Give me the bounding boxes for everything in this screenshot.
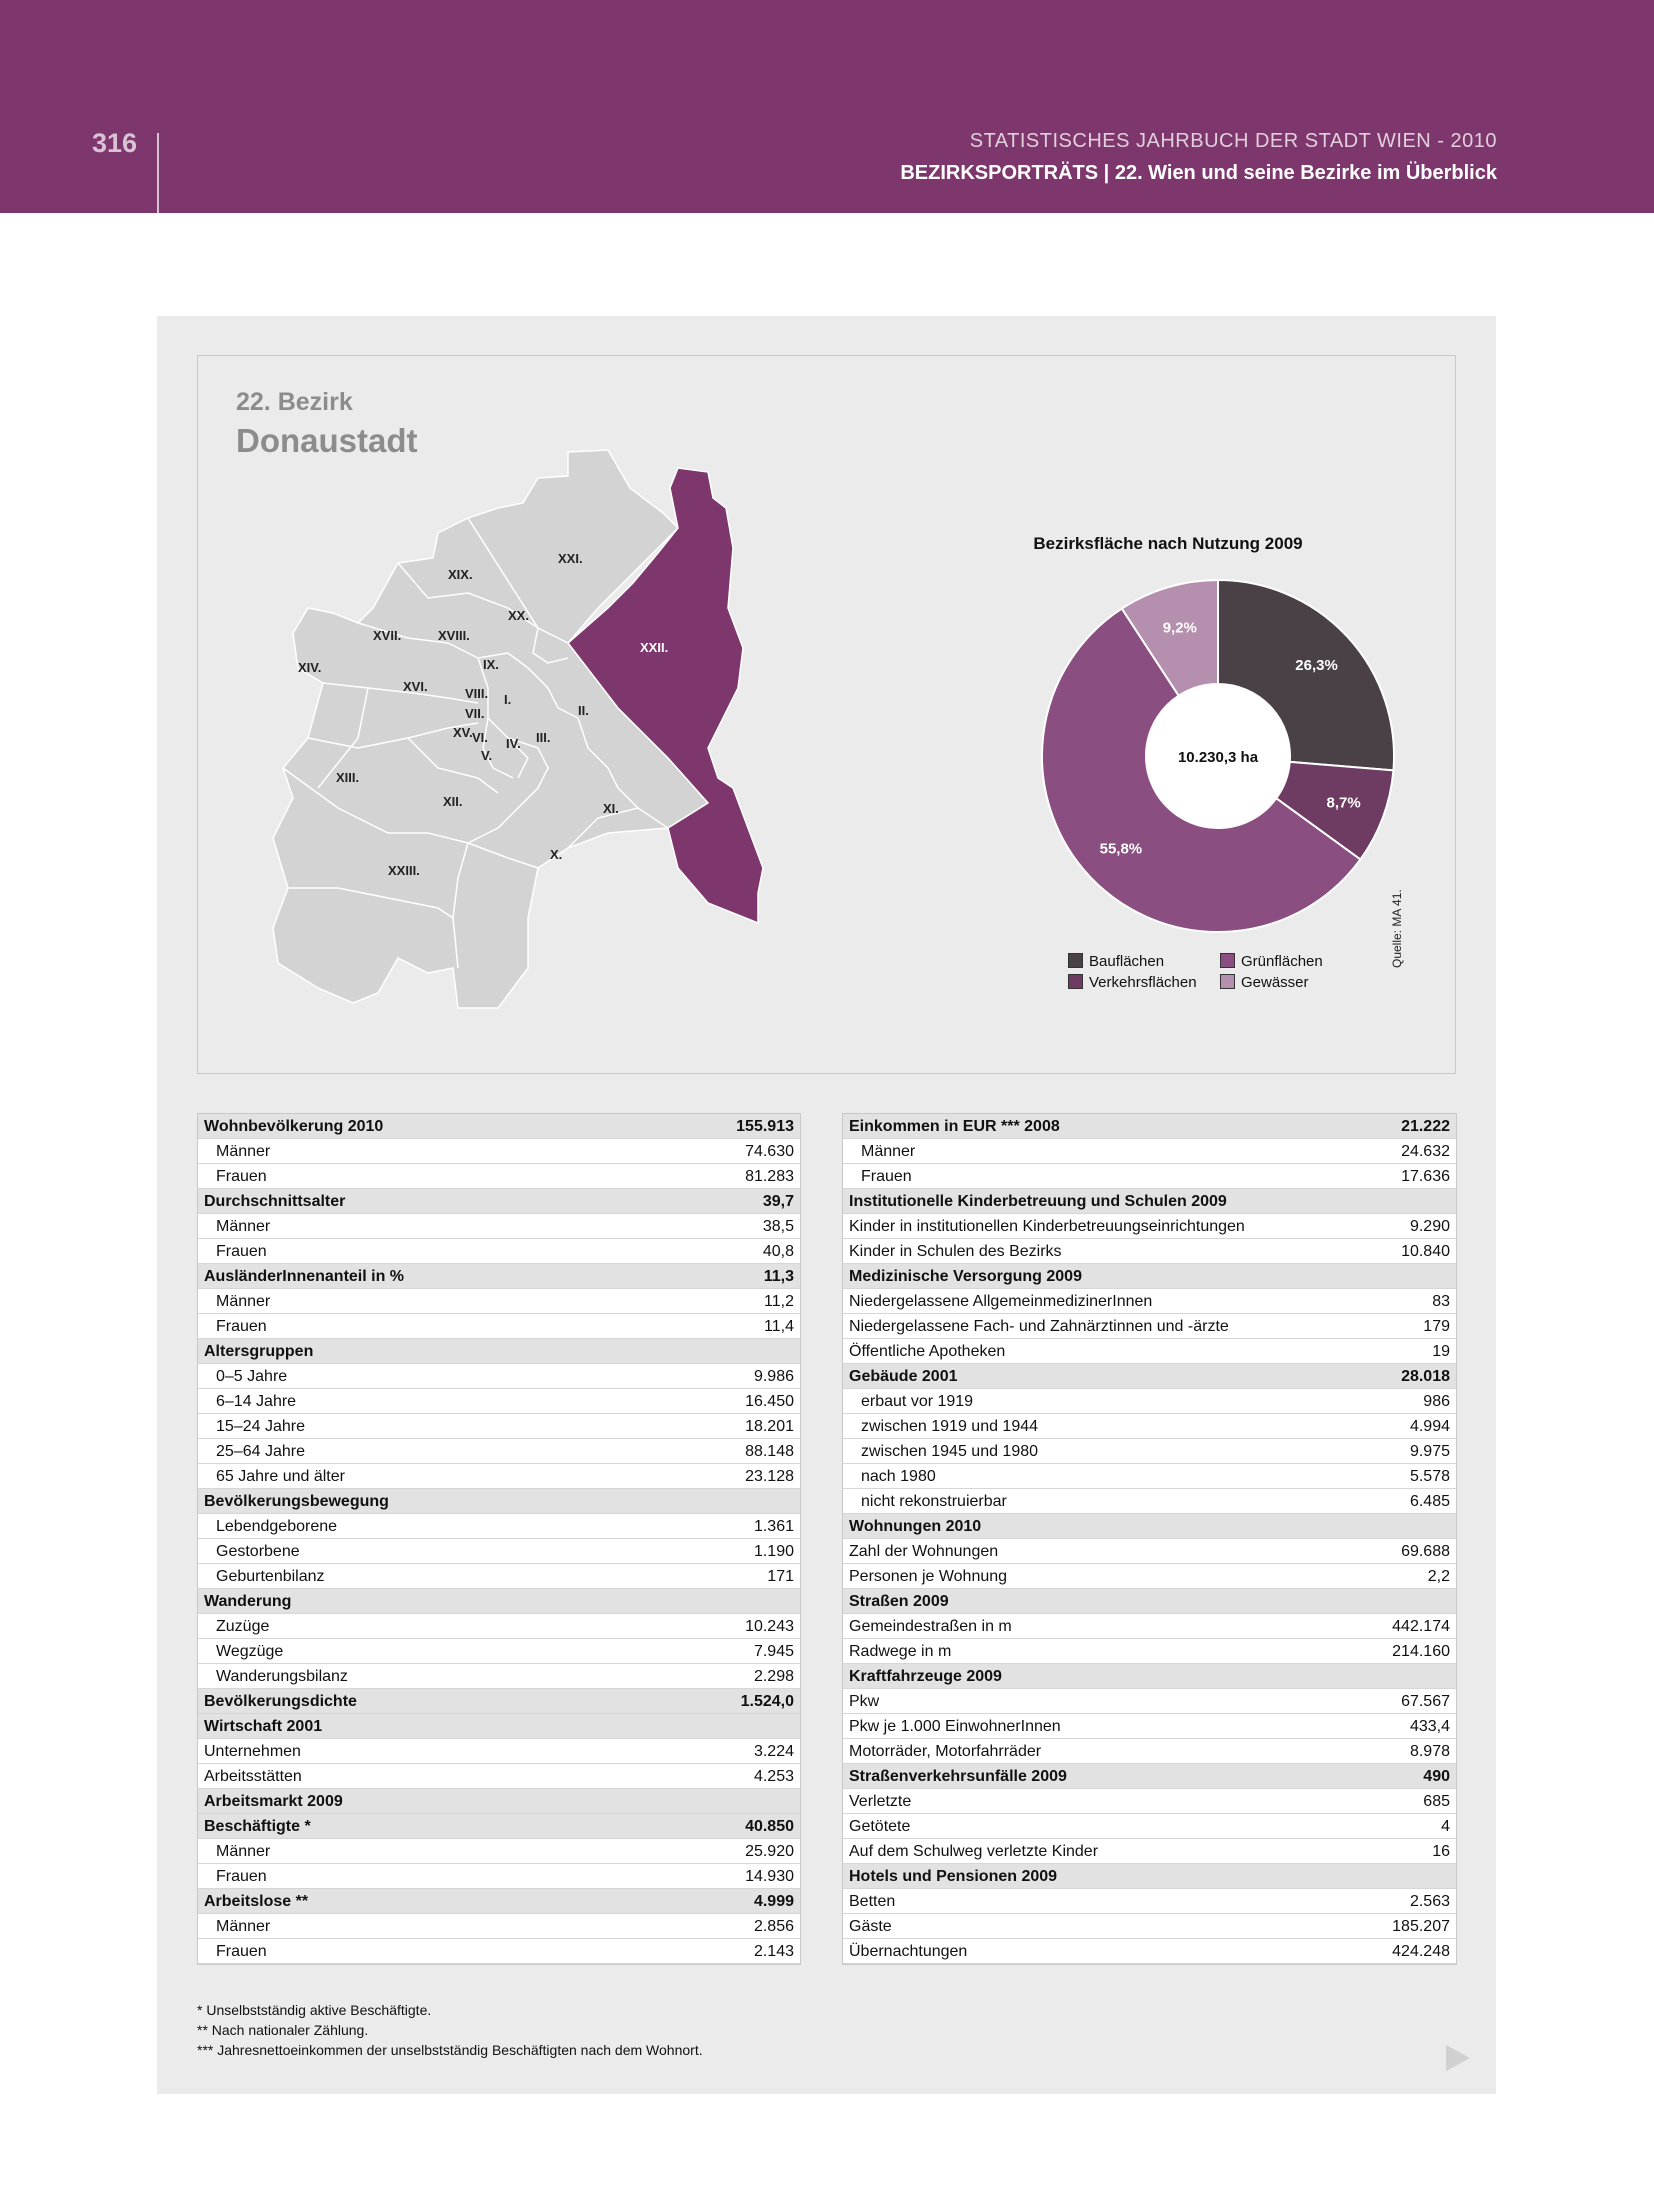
row-value: 11,2: [764, 1293, 794, 1310]
table-row: [198, 1264, 800, 1289]
row-value: 185.207: [1392, 1918, 1450, 1935]
table-row: [843, 1764, 1456, 1789]
row-label: Männer: [216, 1293, 271, 1310]
map-label-xv: XV.: [453, 725, 473, 740]
vienna-district-map: [238, 448, 898, 1028]
row-label: Straßenverkehrsunfälle 2009: [849, 1768, 1067, 1785]
table-row: [843, 1664, 1456, 1689]
row-label: Männer: [861, 1143, 916, 1160]
row-label: Medizinische Versorgung 2009: [849, 1268, 1082, 1285]
next-page-arrow-icon[interactable]: [1446, 2045, 1470, 2071]
row-label: Öffentliche Apotheken: [849, 1343, 1006, 1360]
table-row: [198, 1789, 800, 1814]
map-label-xiii: XIII.: [336, 770, 360, 785]
row-label: Betten: [849, 1893, 896, 1910]
row-label: Lebendgeborene: [216, 1518, 338, 1535]
row-value: 2.856: [753, 1918, 794, 1935]
row-label: Kinder in Schulen des Bezirks: [849, 1243, 1062, 1260]
row-value: 490: [1423, 1768, 1450, 1785]
district-panel: [157, 316, 1496, 2094]
row-label: Zahl der Wohnungen: [849, 1543, 999, 1560]
row-label: Bevölkerungsdichte: [204, 1693, 357, 1710]
row-value: 7.945: [753, 1643, 794, 1660]
footnote-1: * Unselbstständig aktive Beschäftigte.: [197, 2002, 432, 2018]
map-label-xvi: XVI.: [403, 679, 428, 694]
donut-center-label: 10.230,3 ha: [1177, 749, 1259, 766]
row-label: Motorräder, Motorfahrräder: [849, 1743, 1042, 1760]
table-row: [843, 1414, 1456, 1439]
row-label: 25–64 Jahre: [216, 1443, 305, 1460]
table-row: [198, 1764, 800, 1789]
district-name: Donaustadt: [236, 422, 418, 459]
table-row: [843, 1689, 1456, 1714]
row-value: 1.361: [753, 1518, 794, 1535]
table-row: [198, 1314, 800, 1339]
row-value: 4.999: [753, 1893, 794, 1910]
map-label-xix: XIX.: [448, 567, 473, 582]
row-value: 4.253: [753, 1768, 794, 1785]
yearbook-title: STATISTISCHES JAHRBUCH DER STADT WIEN - 2010: [969, 130, 1497, 152]
table-row: [843, 1589, 1456, 1614]
row-label: Hotels und Pensionen 2009: [849, 1868, 1058, 1885]
table-row: [198, 1739, 800, 1764]
row-label: Arbeitsmarkt 2009: [204, 1793, 343, 1810]
row-value: 4: [1441, 1818, 1450, 1835]
row-value: 25.920: [745, 1843, 794, 1860]
pie-value-label: 26,3%: [1295, 657, 1338, 675]
page-number: 316: [92, 128, 138, 158]
map-label-xviii: XVIII.: [438, 628, 470, 643]
row-value: 38,5: [762, 1218, 794, 1235]
row-label: Geburtenbilanz: [216, 1568, 325, 1585]
row-value: 1.524,0: [740, 1693, 794, 1710]
row-label: Gemeindestraßen in m: [849, 1618, 1012, 1635]
table-row: [198, 1389, 800, 1414]
row-label: Institutionelle Kinderbetreuung und Schulen 2009: [849, 1193, 1227, 1210]
row-value: 24.632: [1401, 1143, 1450, 1160]
map-label-xvii: XVII.: [373, 628, 402, 643]
table-row: [843, 1939, 1456, 1964]
row-value: 1.190: [753, 1543, 794, 1560]
table-row: [843, 1789, 1456, 1814]
row-label: Frauen: [216, 1168, 267, 1185]
table-row: [843, 1889, 1456, 1914]
table-row: [843, 1539, 1456, 1564]
table-row: [843, 1339, 1456, 1364]
row-label: Kinder in institutionellen Kinderbetreuungseinrichtungen: [849, 1218, 1245, 1235]
table-row: [843, 1564, 1456, 1589]
row-label: Männer: [216, 1918, 271, 1935]
legend-item-gruenflaechen: [1220, 953, 1323, 970]
legend-swatch: [1220, 953, 1235, 968]
row-label: Frauen: [861, 1168, 912, 1185]
row-label: Wohnungen 2010: [849, 1518, 982, 1535]
row-label: Wegzüge: [216, 1643, 284, 1660]
pie-value-label: 9,2%: [1162, 619, 1197, 637]
pie-value-label: 55,8%: [1099, 840, 1143, 858]
row-value: 28.018: [1401, 1368, 1450, 1385]
row-label: Männer: [216, 1143, 271, 1160]
row-label: Gäste: [849, 1918, 892, 1935]
legend-swatch: [1068, 974, 1083, 989]
map-label-iii: III.: [536, 730, 551, 745]
table-row: [198, 1589, 800, 1614]
row-value: 74.630: [745, 1143, 794, 1160]
row-label: Einkommen in EUR *** 2008: [849, 1118, 1060, 1135]
table-row: [198, 1689, 800, 1714]
table-row: [843, 1314, 1456, 1339]
row-label: zwischen 1919 und 1944: [861, 1418, 1039, 1435]
row-value: 2.143: [753, 1943, 794, 1960]
map-label-vii: VII.: [465, 706, 485, 721]
legend-label: Grünflächen: [1241, 953, 1323, 970]
table-row: [198, 1564, 800, 1589]
table-row: [843, 1739, 1456, 1764]
row-label: AusländerInnenanteil in %: [204, 1268, 405, 1285]
row-value: 155.913: [736, 1118, 794, 1135]
legend-item-bauflaechen: [1068, 953, 1164, 970]
table-row: [198, 1189, 800, 1214]
table-row: [843, 1189, 1456, 1214]
row-value: 88.148: [745, 1443, 794, 1460]
map-label-xxii: XXII.: [640, 640, 669, 655]
table-row: [198, 1364, 800, 1389]
row-label: 0–5 Jahre: [216, 1368, 288, 1385]
row-value: 6.485: [1409, 1493, 1450, 1510]
table-row: [843, 1389, 1456, 1414]
table-row: [198, 1514, 800, 1539]
table-row: [843, 1114, 1456, 1139]
row-value: 11,3: [763, 1268, 794, 1285]
row-value: 8.978: [1409, 1743, 1450, 1760]
row-label: Gestorbene: [216, 1543, 300, 1560]
row-label: Frauen: [216, 1868, 267, 1885]
table-row: [843, 1289, 1456, 1314]
table-row: [198, 1139, 800, 1164]
row-value: 16.450: [745, 1393, 794, 1410]
map-label-iv: IV.: [506, 736, 521, 751]
map-label-i: I.: [504, 692, 512, 707]
row-value: 2.563: [1409, 1893, 1450, 1910]
row-value: 69.688: [1401, 1543, 1450, 1560]
district-card: [197, 355, 1456, 1074]
row-label: Auf dem Schulweg verletzte Kinder: [849, 1843, 1099, 1860]
legend-label: Gewässer: [1241, 974, 1309, 991]
row-label: Wanderungsbilanz: [216, 1668, 348, 1685]
row-label: Personen je Wohnung: [849, 1568, 1008, 1585]
table-row: [198, 1864, 800, 1889]
table-row: [843, 1214, 1456, 1239]
table-row: [843, 1439, 1456, 1464]
row-value: 16: [1432, 1843, 1450, 1860]
population-statistics-table: [197, 1113, 801, 1965]
row-label: Altersgruppen: [204, 1343, 314, 1360]
table-row: [198, 1889, 800, 1914]
row-label: Frauen: [216, 1318, 267, 1335]
row-label: Durchschnittsalter: [204, 1193, 346, 1210]
row-label: Frauen: [216, 1943, 267, 1960]
row-label: Niedergelassene Fach- und Zahnärztinnen und -ärzte: [849, 1318, 1229, 1335]
table-row: [198, 1839, 800, 1864]
map-label-xii: XII.: [443, 794, 463, 809]
row-value: 39,7: [762, 1193, 794, 1210]
row-value: 171: [767, 1568, 794, 1585]
row-label: Männer: [216, 1218, 271, 1235]
table-row: [843, 1864, 1456, 1889]
table-row: [843, 1164, 1456, 1189]
row-label: Männer: [216, 1843, 271, 1860]
table-row: [198, 1339, 800, 1364]
table-row: [843, 1814, 1456, 1839]
row-value: 3.224: [753, 1743, 794, 1760]
row-value: 18.201: [745, 1418, 794, 1435]
row-value: 14.930: [745, 1868, 794, 1885]
row-label: 65 Jahre und älter: [216, 1468, 345, 1485]
row-value: 67.567: [1401, 1693, 1450, 1710]
legend-item-gewaesser: [1220, 974, 1309, 991]
header-divider: [157, 133, 159, 213]
legend-swatch: [1068, 953, 1083, 968]
table-row: [843, 1639, 1456, 1664]
pie-value-label: 8,7%: [1326, 794, 1361, 812]
row-value: 10.840: [1401, 1243, 1450, 1260]
page-header: [0, 0, 1654, 213]
row-value: 23.128: [745, 1468, 794, 1485]
row-label: nach 1980: [861, 1468, 936, 1485]
map-label-v: V.: [481, 748, 493, 763]
legend-label: Verkehrsflächen: [1089, 974, 1197, 991]
table-row: [843, 1614, 1456, 1639]
row-value: 5.578: [1409, 1468, 1450, 1485]
table-row: [198, 1814, 800, 1839]
map-label-ix: IX.: [483, 657, 499, 672]
table-row: [198, 1914, 800, 1939]
row-value: 986: [1423, 1393, 1450, 1410]
row-value: 19: [1432, 1343, 1450, 1360]
row-label: zwischen 1945 und 1980: [861, 1443, 1039, 1460]
row-value: 4.994: [1409, 1418, 1450, 1435]
map-label-xiv: XIV.: [298, 660, 322, 675]
row-label: nicht rekonstruierbar: [861, 1493, 1007, 1510]
table-row: [198, 1464, 800, 1489]
table-row: [198, 1664, 800, 1689]
row-value: 17.636: [1401, 1168, 1450, 1185]
table-row: [843, 1364, 1456, 1389]
map-label-viii: VIII.: [465, 686, 489, 701]
land-use-donut-chart: [1038, 576, 1398, 936]
table-row: [843, 1239, 1456, 1264]
row-label: Pkw je 1.000 EinwohnerInnen: [849, 1718, 1061, 1735]
map-label-xx: XX.: [508, 608, 529, 623]
legend-swatch: [1220, 974, 1235, 989]
legend-item-verkehrsflaechen: [1068, 974, 1197, 991]
chart-title: Bezirksfläche nach Nutzung 2009: [1033, 534, 1303, 553]
row-label: Kraftfahrzeuge 2009: [849, 1668, 1002, 1685]
row-value: 9.986: [753, 1368, 794, 1385]
row-label: Straßen 2009: [849, 1593, 949, 1610]
row-label: 6–14 Jahre: [216, 1393, 297, 1410]
chart-source: Quelle: MA 41.: [1390, 889, 1404, 968]
table-row: [843, 1514, 1456, 1539]
row-value: 83: [1432, 1293, 1450, 1310]
row-value: 11,4: [764, 1318, 794, 1335]
district-number: 22. Bezirk: [236, 388, 353, 416]
row-value: 2,2: [1427, 1568, 1450, 1585]
table-row: [843, 1839, 1456, 1864]
row-value: 9.290: [1409, 1218, 1450, 1235]
row-label: Wirtschaft 2001: [204, 1718, 323, 1735]
row-value: 40.850: [745, 1818, 794, 1835]
row-label: Radwege in m: [849, 1643, 952, 1660]
table-row: [843, 1714, 1456, 1739]
row-label: Getötete: [849, 1818, 911, 1835]
row-label: Arbeitsstätten: [204, 1768, 302, 1785]
section-title: BEZIRKSPORTRÄTS | 22. Wien und seine Bezirke im Überblick: [900, 162, 1497, 184]
row-value: 9.975: [1409, 1443, 1450, 1460]
map-label-x: X.: [550, 847, 563, 862]
row-value: 179: [1423, 1318, 1450, 1335]
table-row: [198, 1414, 800, 1439]
table-row: [198, 1239, 800, 1264]
row-value: 21.222: [1401, 1118, 1450, 1135]
table-row: [843, 1264, 1456, 1289]
table-row: [198, 1214, 800, 1239]
row-value: 433,4: [1409, 1718, 1450, 1735]
row-value: 81.283: [745, 1168, 794, 1185]
table-row: [198, 1289, 800, 1314]
map-label-xxi: XXI.: [558, 551, 583, 566]
table-row: [198, 1939, 800, 1964]
footnote-2: ** Nach nationaler Zählung.: [197, 2022, 369, 2038]
row-label: Wohnbevölkerung 2010: [204, 1118, 384, 1135]
row-label: Verletzte: [849, 1793, 912, 1810]
map-label-vi: VI.: [472, 730, 488, 745]
map-label-xxiii: XXIII.: [388, 863, 420, 878]
row-value: 10.243: [745, 1618, 794, 1635]
row-label: Beschäftigte *: [204, 1818, 311, 1835]
row-label: Pkw: [849, 1693, 880, 1710]
row-value: 685: [1423, 1793, 1450, 1810]
table-row: [198, 1639, 800, 1664]
legend-label: Bauflächen: [1089, 953, 1165, 970]
row-value: 214.160: [1392, 1643, 1450, 1660]
row-label: Wanderung: [204, 1593, 292, 1610]
map-label-xi: XI.: [603, 801, 619, 816]
row-label: 15–24 Jahre: [216, 1418, 305, 1435]
infrastructure-statistics-table: [842, 1113, 1457, 1965]
table-row: [843, 1489, 1456, 1514]
row-value: 442.174: [1392, 1618, 1450, 1635]
table-row: [198, 1614, 800, 1639]
table-row: [198, 1439, 800, 1464]
row-label: Niedergelassene AllgemeinmedizinerInnen: [849, 1293, 1153, 1310]
table-row: [198, 1539, 800, 1564]
table-row: [843, 1914, 1456, 1939]
row-label: Bevölkerungsbewegung: [204, 1493, 389, 1510]
map-label-ii: II.: [578, 703, 589, 718]
table-row: [198, 1114, 800, 1139]
row-value: 424.248: [1392, 1943, 1450, 1960]
row-label: Arbeitslose **: [204, 1893, 309, 1910]
row-label: Unternehmen: [204, 1743, 301, 1760]
row-label: Zuzüge: [216, 1618, 270, 1635]
row-label: Frauen: [216, 1243, 267, 1260]
row-label: Gebäude 2001: [849, 1368, 958, 1385]
row-value: 2.298: [753, 1668, 794, 1685]
row-label: Übernachtungen: [849, 1943, 968, 1960]
row-value: 40,8: [762, 1243, 794, 1260]
table-row: [843, 1139, 1456, 1164]
table-row: [198, 1714, 800, 1739]
table-row: [198, 1164, 800, 1189]
footnote-3: *** Jahresnettoeinkommen der unselbstständig Beschäftigten nach dem Wohnort.: [197, 2042, 703, 2058]
table-row: [843, 1464, 1456, 1489]
row-label: erbaut vor 1919: [861, 1393, 974, 1410]
footnotes: [197, 2000, 703, 2060]
table-row: [198, 1489, 800, 1514]
